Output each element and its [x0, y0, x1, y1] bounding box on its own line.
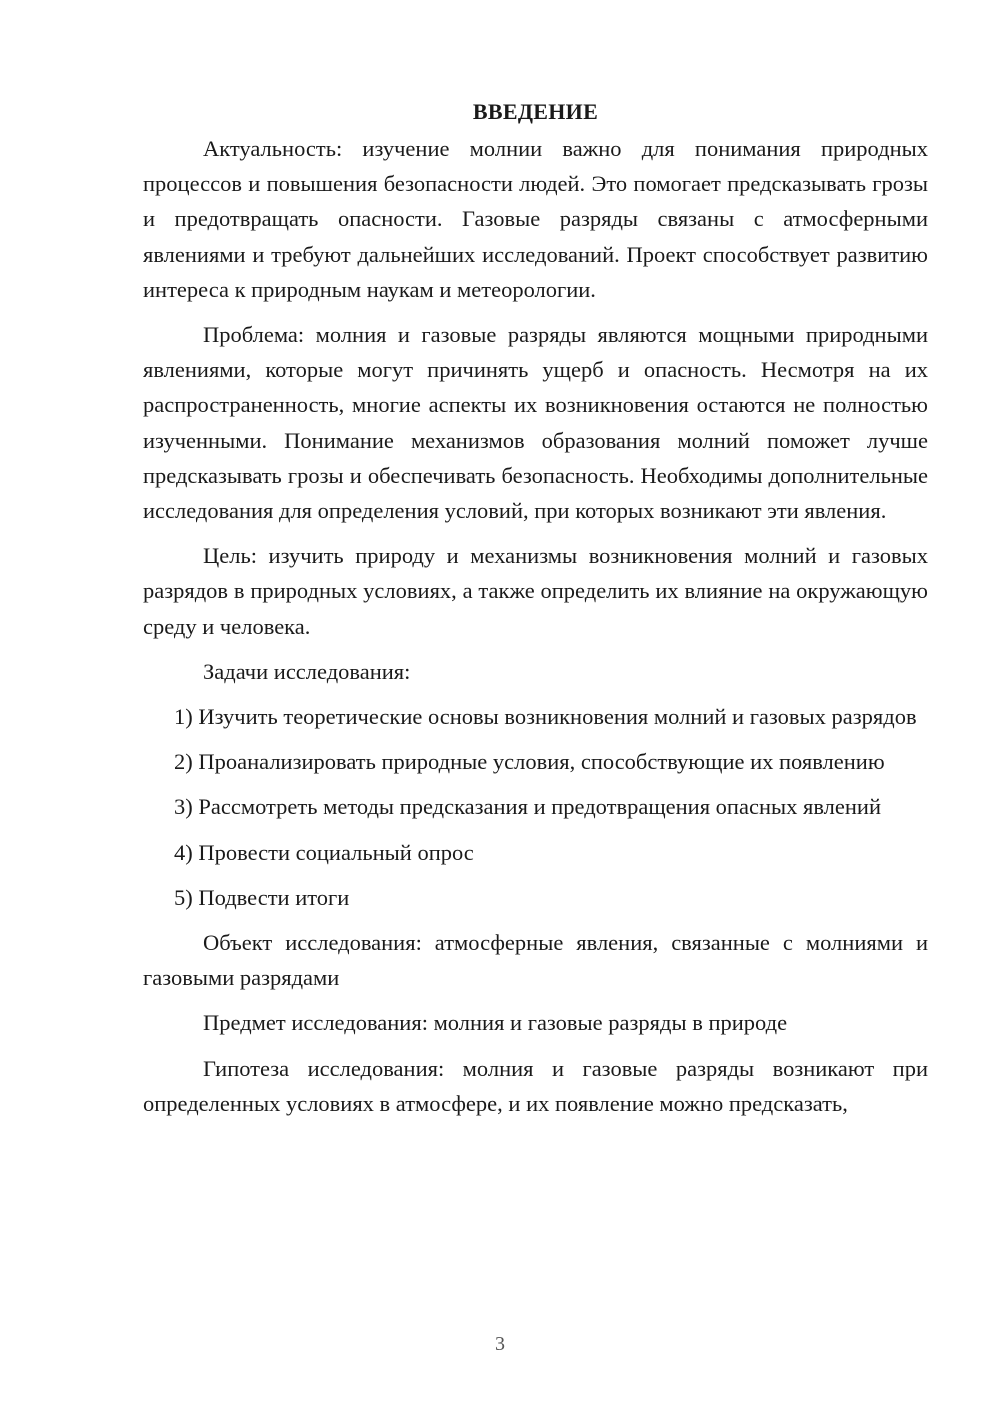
task-item-3: 3) Рассмотреть методы предсказания и предотвращения опасных явлений	[174, 794, 881, 820]
object-paragraph: Объект исследования: атмосферные явления, связанные с молниями и газовыми разрядами	[143, 930, 928, 991]
task-item-1: 1) Изучить теоретические основы возникновения молний и газовых разрядов	[174, 704, 917, 730]
section-title: ВВЕДЕНИЕ	[472, 99, 599, 124]
problem-paragraph: Проблема: молния и газовые разряды являются мощными природными явлениями, которые могут причинять ущерб и опасность. Несмотря на их распространенность, многие аспекты их возникновения остаются не полностью изученными. Понимание механизмов образования молний поможет лучше предсказывать грозы и обеспечивать безопасность. Необходимы дополнительные исследования для определения условий, при которых возникают эти явления.	[143, 322, 928, 524]
subject-paragraph: Предмет исследования: молния и газовые разряды в природе	[203, 1010, 788, 1036]
task-item-2: 2) Проанализировать природные условия, способствующие их появлению	[174, 749, 885, 775]
document-page	[143, 94, 928, 1131]
tasks-heading: Задачи исследования:	[203, 658, 411, 684]
goal-paragraph: Цель: изучить природу и механизмы возникновения молний и газовых разрядов в природных условиях, а также определить их влияние на окружающую среду и человека.	[143, 543, 928, 639]
task-item-5: 5) Подвести итоги	[174, 884, 350, 910]
page-number: 3	[495, 1333, 505, 1355]
task-item-4: 4) Провести социальный опрос	[174, 839, 474, 865]
hypothesis-paragraph: Гипотеза исследования: молния и газовые разряды возникают при определенных условиях в атмосфере, и их появление можно предсказать,	[143, 1055, 928, 1116]
relevance-paragraph: Актуальность: изучение молнии важно для понимания природных процессов и повышения безопасности людей. Это помогает предсказывать грозы и предотвращать опасности. Газовые разряды связаны с атмосферными явлениями и требуют дальнейших исследований. Проект способствует развитию интереса к природным наукам и метеорологии.	[143, 136, 928, 302]
